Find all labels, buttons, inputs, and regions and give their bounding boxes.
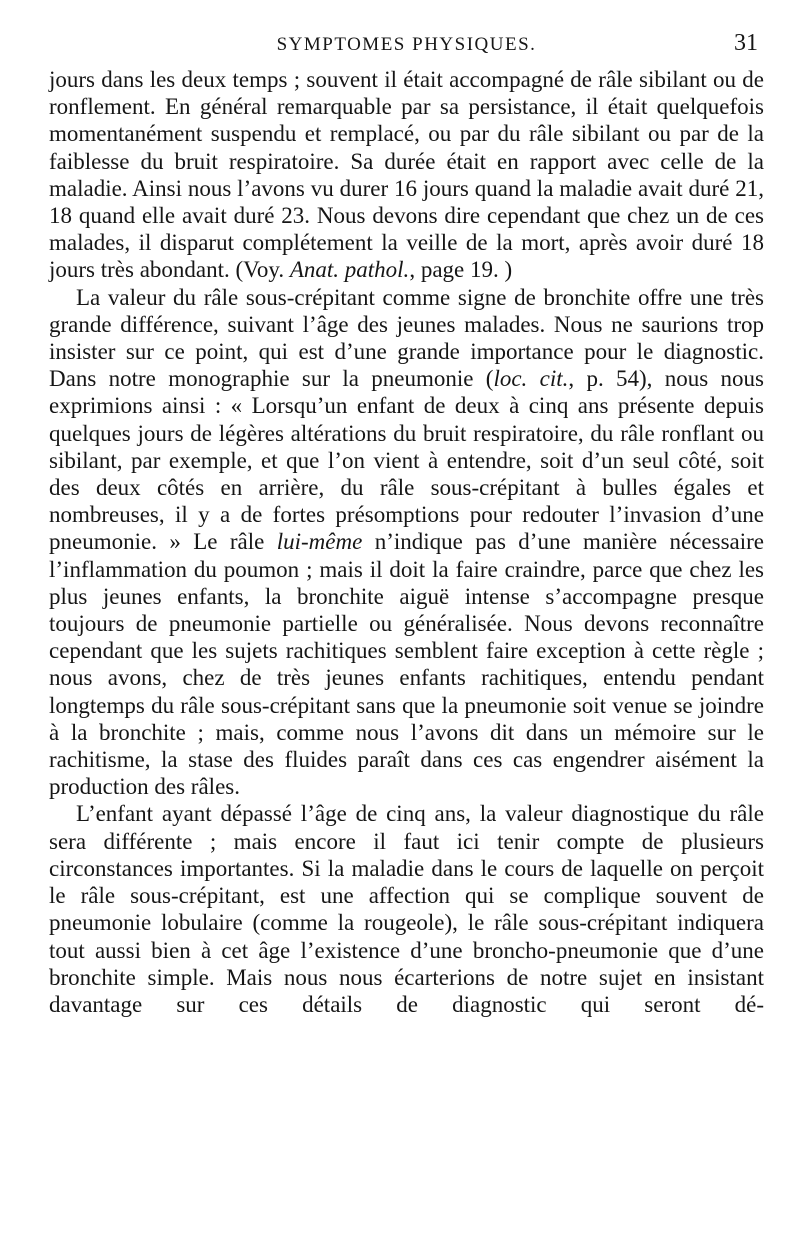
text-segment: , page 19. ) (409, 257, 513, 283)
paragraph (49, 284, 764, 801)
text-segment: jours dans les deux temps ; souvent il était accompagné de râle sibilant ou de ronflement. En général remarquable par sa persistance, il était quelquefois momentanément suspendu et remplacé, ou par du râle sibilant ou par de la faiblesse du bruit respiratoire. Sa durée était en rapport avec celle de la maladie. Ainsi nous l’avons vu durer 16 jours quand la maladie avait duré 21, 18 quand elle avait duré 23. Nous devons dire cependant que chez un de ces malades, il disparut complétement la veille de la mort, après avoir duré 18 jours très abondant. (Voy. (49, 67, 764, 283)
italic-citation: loc. cit. (493, 366, 569, 392)
paragraph (49, 800, 764, 1018)
text-segment: n’indique pas d’une manière nécessaire l’inflammation du poumon ; mais il doit la faire craindre, parce que chez les plus jeunes enfants, la bronchite aiguë intense s’accompagne presque toujours de pneumonie partielle ou généralisée. Nous devons reconnaître cependant que les sujets rachitiques semblent faire exception à cette règle ; nous avons, chez de très jeunes enfants rachitiques, entendu pendant longtemps du râle sous-crépitant sans que la pneumonie soit venue se joindre à la bronchite ; mais, comme nous l’avons dit dans un mémoire sur le rachitisme, la stase des fluides paraît dans ces cas engendrer aisément la production des râles. (49, 529, 764, 800)
running-head: SYMPTOMES PHYSIQUES. (276, 34, 537, 55)
body-text (49, 66, 764, 1018)
paragraph (49, 66, 764, 284)
italic-citation: Anat. pathol. (289, 257, 410, 283)
text-segment: , p. 54), nous nous exprimions ainsi : « Lorsqu’un enfant de deux à cinq ans présente depuis quelques jours de légères altérations du bruit respiratoire, du râle ronflant ou sibilant, par exemple, et que l’on vient à entendre, soit d’un seul côté, soit des deux côtés en arrière, du râle sous-crépitant à bulles égales et nombreuses, il y a de fortes présomptions pour redouter l’invasion d’une pneumonie. » Le râle (49, 366, 764, 555)
italic-term: lui-même (276, 529, 363, 555)
page-number: 31 (734, 30, 758, 56)
text-segment: L’enfant ayant dépassé l’âge de cinq ans, la valeur diagnostique du râle sera différente ; mais encore il faut ici tenir compte de plusieurs circonstances importantes. Si la maladie dans le cours de laquelle on perçoit le râle sous-crépitant, est une affection qui se complique souvent de pneumonie lobulaire (comme la rougeole), le râle sous-crépitant indiquera tout aussi bien à cet âge l’existence d’une broncho-pneumonie que d’une bronchite simple. Mais nous nous écarterions de notre sujet en insistant davantage sur ces détails de diagnostic qui seront dé- (49, 801, 764, 1017)
page-header (49, 30, 764, 66)
text-segment: La valeur du râle sous-crépitant comme signe de bronchite offre une très grande différence, suivant l’âge des jeunes malades. Nous ne saurions trop insister sur ce point, qui est d’une grande importance pour le diagnostic. Dans notre monographie sur la pneumonie ( (49, 284, 764, 392)
